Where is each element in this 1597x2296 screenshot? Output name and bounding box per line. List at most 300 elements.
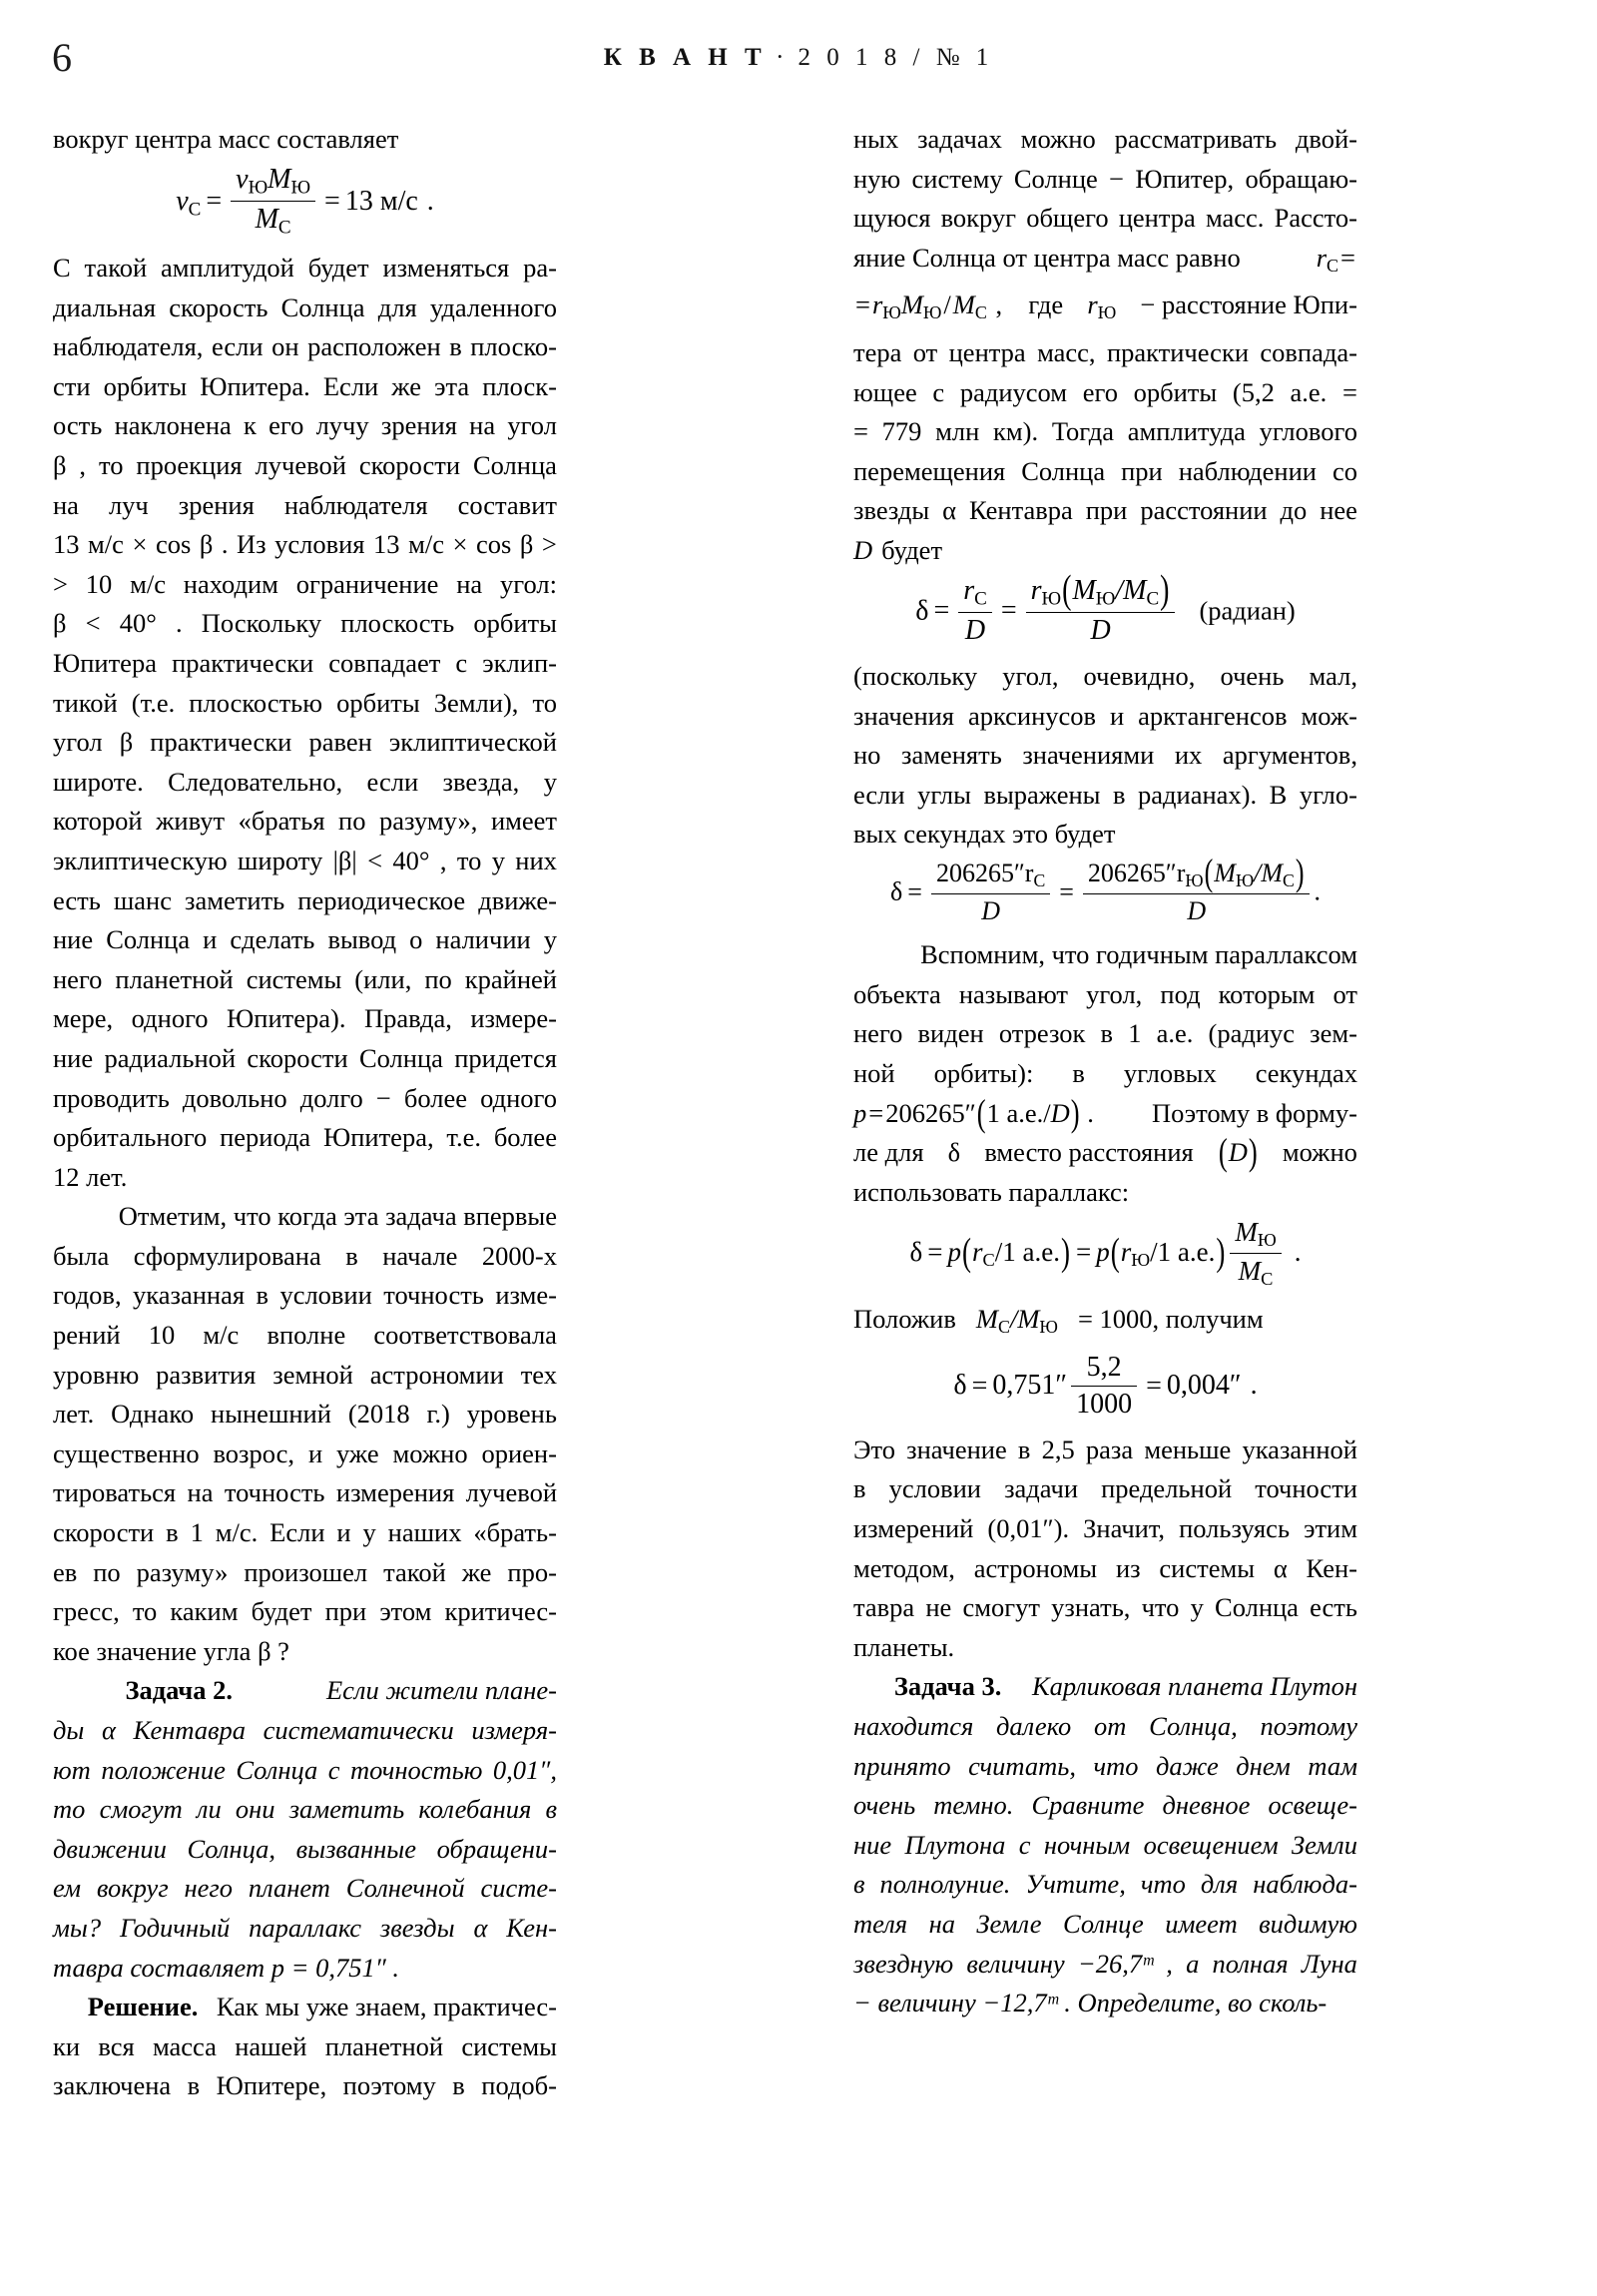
word: ев <box>53 1556 78 1587</box>
word: ние <box>53 924 94 955</box>
word: и <box>1110 700 1125 731</box>
text-line <box>53 1909 557 1949</box>
text-line <box>853 1014 1357 1054</box>
word: условии <box>279 1280 372 1311</box>
text-line <box>853 736 1357 776</box>
word: а.е. <box>1290 376 1328 407</box>
word: = <box>853 416 868 447</box>
word: а.е. <box>1156 1018 1194 1049</box>
delta4-coefficient: 0,751″ <box>992 1370 1068 1402</box>
text-line <box>853 1509 1357 1549</box>
word: Юпитере, <box>216 2070 327 2101</box>
text-line <box>53 1237 557 1277</box>
word: планетной <box>324 2030 444 2061</box>
word: проводить <box>53 1082 170 1113</box>
word: Солнца <box>1215 1592 1299 1623</box>
inline-math-parallax: p=206265″(1 а.е./D) . <box>853 1090 1094 1134</box>
word: Кен- <box>506 1912 557 1943</box>
word: если <box>853 779 905 810</box>
word: выражены <box>983 779 1101 810</box>
text-line <box>53 881 557 921</box>
word: по <box>424 963 452 994</box>
word: . <box>176 608 183 639</box>
word: значение <box>906 1434 1007 1464</box>
word: на <box>53 489 79 520</box>
word: диальная <box>53 291 157 322</box>
word: которой <box>53 806 143 837</box>
word: углы <box>917 779 971 810</box>
text-line: Задача 2. Если жители плане- <box>53 1671 557 1711</box>
word: параллакс <box>249 1912 362 1943</box>
word: амплитудой <box>161 253 294 284</box>
word: более <box>493 1122 557 1153</box>
word: меньше <box>1144 1434 1232 1464</box>
word: звезды <box>379 1912 455 1943</box>
word: крайней <box>464 963 557 994</box>
word: у <box>543 766 557 797</box>
word: Кентавра <box>968 495 1073 526</box>
text-line <box>53 1473 557 1513</box>
word: разуму» <box>136 1556 229 1587</box>
word: предельной <box>1101 1473 1233 1504</box>
text-line <box>853 1905 1357 1945</box>
word: С <box>53 253 71 284</box>
word: скорости <box>358 450 461 480</box>
word: орбиты <box>473 608 557 639</box>
word: 40° <box>119 608 157 639</box>
text-line <box>53 2066 557 2106</box>
word: значения <box>853 700 954 731</box>
word: которым <box>1218 978 1316 1009</box>
word: В <box>1269 779 1288 810</box>
paragraph-amplitude <box>53 249 557 1197</box>
text-line: Задача 3. Карликовая планета Плутон <box>853 1667 1357 1707</box>
word: Юпитер, <box>1135 163 1235 194</box>
word: в <box>166 1517 179 1548</box>
word: наклонена <box>114 410 232 441</box>
text-line: 12 лет. <box>53 1161 128 1192</box>
word: Солнца <box>106 924 191 955</box>
word: практически <box>172 647 314 678</box>
delta4-result: 0,004″ <box>1166 1370 1242 1402</box>
word: амплитуда <box>1127 416 1246 447</box>
word: произошел <box>244 1556 368 1587</box>
word: Правда, <box>363 1003 452 1034</box>
word: по <box>93 1556 121 1587</box>
right-column <box>853 120 1357 2023</box>
word: видимую <box>1259 1908 1357 1939</box>
word: м/с <box>203 1320 240 1351</box>
word: то <box>53 1794 86 1825</box>
word: радиусом <box>959 376 1068 407</box>
word: α <box>1273 1552 1288 1583</box>
word: заметить <box>185 884 285 915</box>
text-line <box>853 1707 1357 1747</box>
word: тера <box>853 337 902 368</box>
word: даже <box>1156 1750 1219 1781</box>
word: расположен <box>307 331 441 362</box>
word: β <box>519 529 534 560</box>
word: орбиты <box>1133 376 1218 407</box>
word: . <box>221 529 229 560</box>
delta3-mass-ratio: $\frac{M_Ю}{M_C}$ <box>1230 1217 1281 1291</box>
word: тавра <box>853 1592 915 1623</box>
text-line: $=r_ЮM_Ю/M_C$ , где $r_Ю$ − расстояние Юпи- <box>853 286 1357 333</box>
word: развития <box>156 1359 257 1390</box>
word: есть <box>1310 1592 1357 1623</box>
delta2-fraction-1: $\frac{206265''r_C}{D}$ <box>931 859 1050 925</box>
formula-delta-result: δ = 0,751″ $\frac{5,2}{1000}$ = 0,004″ . <box>953 1351 1258 1420</box>
word: планет <box>248 1873 330 1904</box>
word: астрономы <box>973 1552 1098 1583</box>
word: отрезок <box>998 1018 1086 1049</box>
text-line <box>53 1553 557 1593</box>
formula-vc-eq1: = <box>206 185 223 217</box>
word: cos <box>475 529 512 560</box>
word: одного <box>480 1082 557 1113</box>
word: очень <box>1220 661 1285 691</box>
word: в <box>1100 1018 1114 1049</box>
word: ной <box>853 1057 895 1088</box>
word: плоск- <box>482 370 557 401</box>
paragraph-binary-system <box>853 120 1357 571</box>
word: освеще- <box>1268 1790 1357 1821</box>
word: наличии <box>435 924 531 955</box>
word: условии <box>888 1473 981 1504</box>
formula-vc-fraction <box>231 164 315 239</box>
word: тех <box>520 1359 557 1390</box>
text-line: яние Солнца от центра масс равно $r_C=$ <box>853 239 1357 287</box>
word: смогут <box>99 1794 183 1825</box>
word: будет <box>307 253 369 284</box>
word: сформулирована <box>133 1240 321 1271</box>
word: измере- <box>470 1003 557 1034</box>
text-line <box>53 525 557 565</box>
word: них <box>515 845 557 875</box>
word: угол, <box>1086 978 1143 1009</box>
word: , <box>1166 1948 1173 1979</box>
word: под <box>1160 978 1201 1009</box>
word: наблюдателя <box>283 489 428 520</box>
delta1-fraction-1: $\frac{r_C}{D}$ <box>958 575 992 647</box>
word: движении <box>53 1833 167 1864</box>
word: живут <box>156 806 226 837</box>
word: систе- <box>480 1873 557 1904</box>
word: (поскольку <box>853 661 978 691</box>
text-line <box>853 373 1357 413</box>
text-line <box>53 1039 557 1079</box>
word: поэтому <box>342 2070 436 2101</box>
word: темно. <box>933 1790 1014 1821</box>
word: ра- <box>523 253 557 284</box>
word: 13 <box>53 529 80 560</box>
word: практически <box>150 727 292 758</box>
word: лучевой <box>255 450 346 480</box>
word: звездную <box>853 1948 954 1979</box>
word: условия <box>274 529 365 560</box>
word: совпадает <box>328 647 441 678</box>
word: что <box>1140 1869 1186 1900</box>
word: Годичный <box>120 1912 231 1943</box>
word: его <box>1082 376 1118 407</box>
problem-3 <box>853 1667 1357 2022</box>
word: по <box>338 806 366 837</box>
word: Солнца <box>280 291 365 322</box>
word: × <box>132 529 148 560</box>
word: > <box>541 529 557 560</box>
text-line <box>853 120 1357 160</box>
word: ют <box>53 1754 91 1785</box>
word: эклип- <box>482 647 557 678</box>
text-line: Вспомним, что годичным параллаксом <box>920 939 1357 970</box>
word: тикой <box>53 687 118 718</box>
word: (радиус <box>1208 1018 1296 1049</box>
word: 779 <box>881 416 922 447</box>
word: но <box>853 740 881 771</box>
word: масс. <box>1205 203 1265 234</box>
word: Солнца <box>1021 455 1106 486</box>
word: довольно <box>182 1082 287 1113</box>
text-line: p=206265″(1 а.е./D) . Поэтому в форму- <box>853 1090 1357 1134</box>
text-line <box>53 604 557 644</box>
word: , <box>439 845 447 875</box>
word: эта <box>434 370 470 401</box>
word: шанс <box>113 884 173 915</box>
word: Сравните <box>1031 1790 1145 1821</box>
text-line <box>853 199 1357 239</box>
word: ние <box>53 1042 94 1073</box>
word: имеет <box>1165 1908 1238 1939</box>
word: точность <box>224 1477 325 1508</box>
word: ограничение <box>295 568 439 599</box>
word: указанной <box>1242 1434 1357 1464</box>
word: находится <box>853 1710 974 1741</box>
text-line <box>53 1513 557 1553</box>
word: точности <box>1255 1473 1357 1504</box>
word: начале <box>382 1240 458 1271</box>
word: Земли <box>1292 1829 1357 1860</box>
problem-2 <box>53 1671 557 1988</box>
word: Солнце <box>1062 1908 1144 1939</box>
word: в <box>1017 1434 1031 1464</box>
text-line <box>53 1079 557 1119</box>
problem-3-label: Задача 3. <box>893 1671 1002 1702</box>
word: придется <box>454 1042 557 1073</box>
text-line <box>53 288 557 328</box>
word: же <box>461 1556 492 1587</box>
word: что <box>1141 1592 1180 1623</box>
word: Луна <box>1301 1948 1357 1979</box>
word: этим <box>1304 1512 1357 1543</box>
word: ную <box>853 163 901 194</box>
word: Плутона <box>904 1829 1006 1860</box>
word: в <box>1072 1057 1085 1088</box>
word: ориен- <box>481 1437 557 1468</box>
word: проекция <box>136 450 243 480</box>
text-line <box>853 975 1357 1015</box>
word: дневное <box>1162 1790 1251 1821</box>
word: же <box>391 370 422 401</box>
word: (т.е. <box>131 687 176 718</box>
word: Юпитера, <box>323 1122 434 1153</box>
word: объекта <box>853 978 941 1009</box>
text-line <box>53 1869 557 1909</box>
word: поэтому <box>1260 1710 1357 1741</box>
word: аргументов, <box>1222 740 1357 771</box>
delta2-symbol: δ <box>890 876 903 906</box>
word: сти <box>53 370 91 401</box>
word: скорость <box>169 291 268 322</box>
word: − <box>375 1082 391 1113</box>
formula-vc-lhs-sub: C <box>188 199 202 221</box>
word: заключена <box>53 2070 172 2101</box>
delta1-fraction-2: $\frac{r_Ю(M_Ю/M_C)}{D}$ <box>1026 575 1176 647</box>
word: их <box>1174 740 1203 771</box>
word: 10 <box>85 568 113 599</box>
formula-vc-eq2: = <box>324 185 340 217</box>
word: систематически <box>263 1715 454 1745</box>
word: уровню <box>53 1359 140 1390</box>
formula-vc-period: . <box>426 185 434 217</box>
word: очевидно, <box>1083 661 1196 691</box>
word: общего <box>1026 203 1109 234</box>
word: Тогда <box>1051 416 1115 447</box>
word: колебания <box>418 1794 532 1825</box>
word: α <box>101 1715 116 1745</box>
running-head <box>0 34 1597 94</box>
word: ли <box>196 1794 222 1825</box>
word: днем <box>1236 1750 1291 1781</box>
word: Солнца, <box>187 1833 276 1864</box>
text-line <box>853 412 1357 452</box>
word: мож- <box>1301 700 1357 731</box>
word: радиальной <box>104 1042 237 1073</box>
word: положение <box>101 1754 226 1785</box>
word: то <box>98 450 124 480</box>
word: Земли), <box>433 687 519 718</box>
word: в <box>256 1280 268 1311</box>
word: с <box>327 1754 340 1785</box>
word: гресс, <box>53 1596 120 1627</box>
text-line: использовать параллакс: <box>853 1176 1130 1207</box>
word: вызванные <box>295 1833 417 1864</box>
word: у <box>491 845 505 875</box>
word: он <box>271 331 299 362</box>
word: вполне <box>266 1320 346 1351</box>
word: скорости <box>53 1517 155 1548</box>
paragraph-polozhiv <box>853 1300 1357 1348</box>
word: рассматривать <box>1114 124 1278 154</box>
text-line <box>53 1316 557 1356</box>
word: они <box>235 1794 275 1825</box>
word: для <box>1200 1869 1239 1900</box>
word: нее <box>1320 495 1357 526</box>
word: наблюда- <box>1253 1869 1357 1900</box>
word: широте. <box>53 766 144 797</box>
word: на <box>456 568 483 599</box>
word: cos <box>155 529 192 560</box>
word: 1 <box>190 1517 204 1548</box>
text-line: Положив $M_C/M_Ю$ = 1000, получим <box>853 1300 1357 1348</box>
word: вокруг <box>940 203 1017 234</box>
word: (5,2 <box>1232 376 1275 407</box>
paragraph-small-angle <box>853 657 1357 855</box>
word: заменять <box>900 740 1002 771</box>
word: при <box>1085 495 1128 526</box>
word: системы <box>461 2030 557 2061</box>
delta1-symbol: δ <box>915 595 929 627</box>
word: плоскость <box>340 608 455 639</box>
word: одного <box>131 1003 209 1034</box>
text-line <box>53 1751 557 1791</box>
word: β <box>53 450 67 480</box>
magazine-header <box>0 42 1597 74</box>
word: ние <box>853 1829 892 1860</box>
word: мере, <box>53 1003 114 1034</box>
text-line <box>53 1790 557 1830</box>
word: «братья <box>238 806 325 837</box>
word: величину <box>966 1948 1065 1979</box>
text-line <box>53 960 557 1000</box>
formula-vc-numerator: $v_ЮM_Ю$ <box>231 164 315 202</box>
word: перемещения <box>853 455 1006 486</box>
text-line <box>853 1865 1357 1905</box>
word: ющее <box>853 376 917 407</box>
word: 2000-х <box>481 1240 557 1271</box>
word: в <box>452 2070 465 2101</box>
word: α <box>473 1912 488 1943</box>
inline-math-rc: $r_C=$ <box>1316 242 1355 276</box>
word: измеря- <box>471 1715 557 1745</box>
word: м/с. <box>215 1517 259 1548</box>
text-line: Отметим, что когда эта задача впервые <box>118 1201 557 1232</box>
word: полнолуние. <box>879 1869 1011 1900</box>
word: Солнца <box>358 1042 443 1073</box>
word: Кен- <box>1306 1552 1357 1583</box>
word: орбиты <box>103 370 188 401</box>
magazine-title: К В А Н Т <box>603 44 768 71</box>
word: задачах <box>917 124 1002 154</box>
word: Поскольку <box>201 608 322 639</box>
text-line <box>853 1588 1357 1628</box>
word: β <box>119 727 134 758</box>
word: годов, <box>53 1280 122 1311</box>
text-line <box>53 842 557 881</box>
word: очень <box>853 1790 916 1821</box>
text-line: D будет <box>853 535 943 565</box>
word: вывод <box>327 924 397 955</box>
formula-vc-lhs: v <box>176 185 189 217</box>
word: в <box>187 2070 201 2101</box>
word: методом, <box>853 1552 955 1583</box>
word: ость <box>53 410 103 441</box>
text-line <box>53 723 557 763</box>
text-line: ле для δ вместо расстояния (D) можно <box>853 1129 1357 1174</box>
word: периода <box>220 1122 311 1153</box>
word: м/с <box>88 529 124 560</box>
word: > <box>53 568 68 599</box>
word: равен <box>308 727 372 758</box>
word: в <box>449 331 462 362</box>
word: критичес- <box>444 1596 557 1627</box>
word: уровень <box>466 1399 557 1430</box>
word: (2018 <box>347 1399 410 1430</box>
word: Это <box>853 1434 895 1464</box>
text-line <box>53 1118 557 1158</box>
word: Следовательно, <box>168 766 343 797</box>
word: то <box>532 687 557 718</box>
word: систему <box>911 163 1003 194</box>
